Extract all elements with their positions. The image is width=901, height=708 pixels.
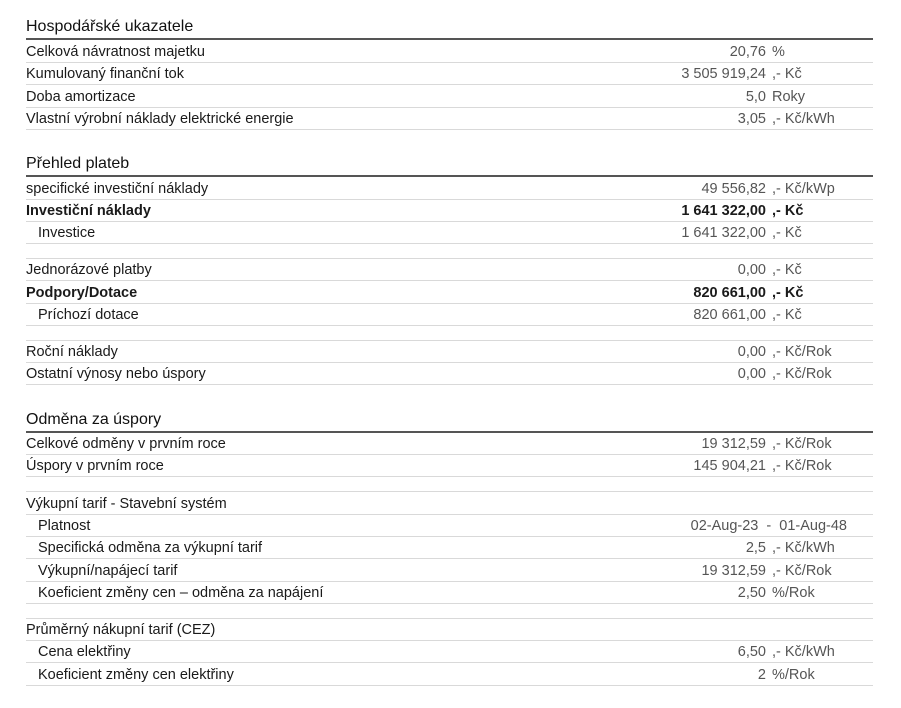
row-validity (26, 515, 873, 537)
row-value: 3,05 (737, 111, 766, 127)
row-total-return (26, 41, 873, 63)
row-unit: ,- Kč/kWh (772, 644, 835, 660)
row-production-cost (26, 108, 873, 130)
row-value: 1 641 322,00 (681, 225, 766, 241)
row-value: 820 661,00 (693, 285, 766, 301)
row-divider (26, 491, 873, 492)
row-unit: ,- Kč/Rok (772, 458, 832, 474)
section-title-savings: Odměna za úspory (26, 411, 162, 428)
row-label: Specifická odměna za výkupní tarif (38, 540, 263, 556)
row-value: 49 556,82 (701, 181, 766, 197)
row-value: 2 (757, 667, 766, 683)
row-label: Kumulovaný finanční tok (26, 66, 184, 82)
row-value: 2,5 (745, 540, 766, 556)
row-value: 2,50 (737, 585, 766, 601)
row-label: Ostatní výnosy nebo úspory (26, 366, 206, 382)
row-value: 0,00 (737, 366, 766, 382)
row-unit: ,- Kč/Rok (772, 344, 832, 360)
row-unit: ,- Kč/kWp (772, 181, 835, 197)
row-amortization (26, 86, 873, 108)
row-unit: Roky (772, 89, 806, 105)
row-label: Celkové odměny v prvním roce (26, 436, 226, 452)
row-value: 3 505 919,24 (681, 66, 766, 82)
row-specific-investment (26, 178, 873, 200)
row-unit: ,- Kč (772, 225, 802, 241)
row-label: Výkupní/napájecí tarif (38, 563, 178, 579)
row-label: Doba amortizace (26, 89, 136, 105)
section-title-payments: Přehled plateb (26, 155, 130, 172)
row-unit: %/Rok (772, 585, 815, 601)
row-label: specifické investiční náklady (26, 181, 209, 197)
row-unit: ,- Kč (772, 307, 802, 323)
row-label: Príchozí dotace (38, 307, 139, 323)
row-value: 1 641 322,00 (681, 203, 766, 219)
row-unit: % (772, 44, 785, 60)
row-value: 20,76 (729, 44, 766, 60)
row-price-coefficient (26, 664, 873, 686)
row-other-income (26, 363, 873, 385)
subsection-title-feedin (26, 493, 873, 515)
row-label: Koeficient změny cen elektřiny (38, 667, 234, 683)
row-value: 145 904,21 (693, 458, 766, 474)
section-divider (26, 175, 873, 177)
subsection-label: Průměrný nákupní tarif (CEZ) (26, 622, 216, 638)
row-feedin-coefficient (26, 582, 873, 604)
row-feedin-tariff (26, 560, 873, 582)
section-title-kpi: Hospodářské ukazatele (26, 18, 194, 35)
row-label: Cena elektřiny (38, 644, 131, 660)
row-electricity-price (26, 641, 873, 663)
row-incoming-subsidy (26, 304, 873, 326)
subsection-label: Výkupní tarif - Stavební systém (26, 496, 227, 512)
row-value: 0,00 (737, 262, 766, 278)
row-label: Vlastní výrobní náklady elektrické energie (26, 111, 294, 127)
row-investment (26, 222, 873, 244)
row-value: 19 312,59 (701, 563, 766, 579)
row-investment-costs (26, 200, 873, 222)
row-first-year-savings (26, 455, 873, 477)
row-unit: ,- Kč (772, 262, 802, 278)
row-label: Roční náklady (26, 344, 118, 360)
row-unit: ,- Kč/Rok (772, 436, 832, 452)
row-value: 0,00 (737, 344, 766, 360)
row-value: 820 661,00 (693, 307, 766, 323)
row-unit: ,- Kč/kWh (772, 111, 835, 127)
row-value: 19 312,59 (701, 436, 766, 452)
subsection-title-purchase (26, 619, 873, 641)
row-unit: ,- Kč (772, 285, 804, 301)
row-cumulative-cashflow (26, 63, 873, 85)
row-unit: %/Rok (772, 667, 815, 683)
row-label: Podpory/Dotace (26, 285, 138, 301)
row-value: 02-Aug-23 - 01-Aug-48 (690, 518, 847, 534)
row-label: Platnost (38, 518, 91, 534)
row-label: Investice (38, 225, 96, 241)
row-specific-reward (26, 537, 873, 559)
row-total-rewards (26, 433, 873, 455)
row-unit: ,- Kč (772, 203, 804, 219)
row-unit: ,- Kč/Rok (772, 366, 832, 382)
row-value: 5,0 (745, 89, 766, 105)
row-label: Koeficient změny cen – odměna za napájení (38, 585, 324, 601)
row-label: Jednorázové platby (26, 262, 152, 278)
row-label: Úspory v prvním roce (26, 458, 164, 474)
row-unit: ,- Kč/Rok (772, 563, 832, 579)
row-label: Celková návratnost majetku (26, 44, 205, 60)
row-annual-costs (26, 341, 873, 363)
row-value: 6,50 (737, 644, 766, 660)
row-subsidies (26, 282, 873, 304)
row-one-time-payments (26, 259, 873, 281)
row-label: Investiční náklady (26, 203, 151, 219)
row-unit: ,- Kč (772, 66, 802, 82)
section-divider (26, 38, 873, 40)
row-unit: ,- Kč/kWh (772, 540, 835, 556)
